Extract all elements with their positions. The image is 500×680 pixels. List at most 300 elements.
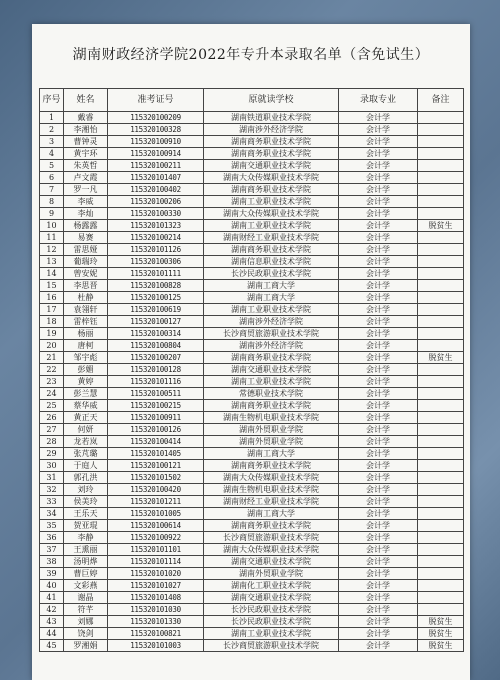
cell-exam-number: 115320100127 [108,316,204,328]
cell-seq: 22 [40,364,64,376]
cell-note [418,544,464,556]
cell-seq: 27 [40,424,64,436]
cell-name: 邹宇彪 [64,352,108,364]
cell-note [418,400,464,412]
cell-name: 贺亚琨 [64,520,108,532]
table-row [40,340,464,352]
cell-school: 湖南大众传媒职业技术学院 [204,172,339,184]
cell-seq: 30 [40,460,64,472]
cell-note [418,124,464,136]
cell-name: 彭兰慧 [64,388,108,400]
cell-major: 会计学 [339,448,418,460]
cell-school: 湖南工业职业技术学院 [204,220,339,232]
cell-major: 会计学 [339,496,418,508]
cell-school: 湖南财经工业职业技术学院 [204,232,339,244]
cell-name: 李湘怡 [64,124,108,136]
cell-exam-number: 115320101101 [108,544,204,556]
cell-seq: 2 [40,124,64,136]
table-row [40,220,464,232]
cell-major: 会计学 [339,220,418,232]
header-admitted-major: 录取专业 [339,89,418,112]
cell-name: 黄宇环 [64,148,108,160]
header-exam-number: 准考证号 [108,89,204,112]
table-row [40,352,464,364]
cell-name: 李灿 [64,208,108,220]
cell-school: 长沙商贸旅游职业技术学院 [204,640,339,652]
cell-note [418,184,464,196]
cell-school: 湖南商务职业技术学院 [204,352,339,364]
cell-school: 湖南生物机电职业技术学院 [204,412,339,424]
cell-seq: 36 [40,532,64,544]
admission-table [39,88,464,652]
cell-exam-number: 115320100402 [108,184,204,196]
cell-note [418,520,464,532]
cell-seq: 23 [40,376,64,388]
cell-major: 会计学 [339,592,418,604]
table-row [40,160,464,172]
cell-note [418,292,464,304]
cell-note: 脱贫生 [418,220,464,232]
cell-major: 会计学 [339,388,418,400]
table-row [40,388,464,400]
cell-school: 湖南工业职业技术学院 [204,196,339,208]
cell-school: 湖南工业职业技术学院 [204,628,339,640]
cell-name: 易赛 [64,232,108,244]
cell-note: 脱贫生 [418,616,464,628]
cell-exam-number: 115320100922 [108,532,204,544]
cell-seq: 17 [40,304,64,316]
table-row [40,328,464,340]
table-row [40,640,464,652]
cell-seq: 42 [40,604,64,616]
cell-seq: 20 [40,340,64,352]
table-row [40,172,464,184]
table-row [40,316,464,328]
table-row [40,208,464,220]
table-row [40,532,464,544]
cell-major: 会计学 [339,316,418,328]
cell-seq: 1 [40,112,64,124]
cell-school: 湖南大众传媒职业技术学院 [204,472,339,484]
cell-school: 长沙民政职业技术学院 [204,604,339,616]
cell-seq: 35 [40,520,64,532]
cell-major: 会计学 [339,304,418,316]
cell-name: 于庭人 [64,460,108,472]
cell-name: 王乐天 [64,508,108,520]
cell-seq: 37 [40,544,64,556]
cell-school: 长沙商贸旅游职业技术学院 [204,328,339,340]
table-row [40,436,464,448]
cell-school: 湖南商务职业技术学院 [204,400,339,412]
cell-major: 会计学 [339,352,418,364]
cell-name: 刘娜 [64,616,108,628]
table-row [40,412,464,424]
cell-major: 会计学 [339,628,418,640]
cell-major: 会计学 [339,616,418,628]
cell-note [418,448,464,460]
cell-note [418,328,464,340]
cell-exam-number: 115320100314 [108,328,204,340]
cell-name: 汤明烨 [64,556,108,568]
cell-exam-number: 115320100821 [108,628,204,640]
table-row [40,544,464,556]
cell-major: 会计学 [339,232,418,244]
cell-seq: 6 [40,172,64,184]
cell-exam-number: 115320100914 [108,148,204,160]
cell-school: 湖南商务职业技术学院 [204,136,339,148]
cell-seq: 8 [40,196,64,208]
cell-name: 何妍 [64,424,108,436]
cell-exam-number: 115320100420 [108,484,204,496]
cell-seq: 12 [40,244,64,256]
table-row [40,244,464,256]
table-row [40,496,464,508]
cell-school: 湖南外贸职业学院 [204,436,339,448]
cell-exam-number: 115320100306 [108,256,204,268]
table-header-row [40,89,464,112]
cell-major: 会计学 [339,400,418,412]
cell-note [418,436,464,448]
cell-note [418,160,464,172]
cell-note [418,412,464,424]
table-row [40,448,464,460]
cell-name: 饶剑 [64,628,108,640]
cell-school: 湖南财经工业职业技术学院 [204,496,339,508]
cell-major: 会计学 [339,328,418,340]
cell-school: 湖南交通职业技术学院 [204,592,339,604]
cell-school: 湖南商务职业技术学院 [204,244,339,256]
cell-name: 张芃璐 [64,448,108,460]
cell-name: 曹钟灵 [64,136,108,148]
cell-exam-number: 115320100214 [108,232,204,244]
table-row [40,568,464,580]
cell-exam-number: 115320101126 [108,244,204,256]
cell-name: 侯美玲 [64,496,108,508]
table-row [40,148,464,160]
cell-school: 长沙商贸旅游职业技术学院 [204,532,339,544]
cell-exam-number: 115320101027 [108,580,204,592]
cell-major: 会计学 [339,160,418,172]
cell-name: 黄婷 [64,376,108,388]
cell-seq: 11 [40,232,64,244]
table-row [40,424,464,436]
cell-seq: 34 [40,508,64,520]
cell-seq: 7 [40,184,64,196]
cell-seq: 25 [40,400,64,412]
cell-major: 会计学 [339,376,418,388]
cell-seq: 3 [40,136,64,148]
table-row [40,592,464,604]
cell-major: 会计学 [339,136,418,148]
cell-exam-number: 115320100614 [108,520,204,532]
cell-school: 湖南涉外经济学院 [204,316,339,328]
cell-school: 湖南商务职业技术学院 [204,184,339,196]
document-title: 湖南财政经济学院2022年专升本录取名单（含免试生） [72,47,430,63]
cell-seq: 5 [40,160,64,172]
cell-exam-number: 115320100206 [108,196,204,208]
document-page [32,24,470,680]
cell-major: 会计学 [339,172,418,184]
table-row [40,196,464,208]
cell-name: 杨丽 [64,328,108,340]
cell-major: 会计学 [339,568,418,580]
cell-exam-number: 115320101116 [108,376,204,388]
cell-name: 谢晶 [64,592,108,604]
cell-exam-number: 115320101330 [108,616,204,628]
cell-seq: 16 [40,292,64,304]
cell-name: 龙若岚 [64,436,108,448]
cell-note [418,172,464,184]
cell-major: 会计学 [339,484,418,496]
cell-exam-number: 115320100804 [108,340,204,352]
cell-note [418,316,464,328]
cell-school: 湖南工商大学 [204,292,339,304]
cell-major: 会计学 [339,112,418,124]
cell-name: 文彩燕 [64,580,108,592]
header-original-school: 原就读学校 [204,89,339,112]
table-row [40,268,464,280]
cell-exam-number: 115320100211 [108,160,204,172]
cell-major: 会计学 [339,580,418,592]
cell-major: 会计学 [339,460,418,472]
cell-exam-number: 115320101114 [108,556,204,568]
cell-note [418,304,464,316]
cell-major: 会计学 [339,556,418,568]
cell-exam-number: 115320101323 [108,220,204,232]
cell-note [418,196,464,208]
cell-major: 会计学 [339,184,418,196]
table-row [40,508,464,520]
cell-seq: 38 [40,556,64,568]
cell-school: 湖南交通职业技术学院 [204,160,339,172]
cell-note [418,112,464,124]
cell-note [418,256,464,268]
table-row [40,400,464,412]
cell-note: 脱贫生 [418,628,464,640]
cell-school: 湖南工商大学 [204,448,339,460]
cell-exam-number: 115320101407 [108,172,204,184]
cell-seq: 4 [40,148,64,160]
cell-school: 湖南外贸职业学院 [204,568,339,580]
cell-school: 湖南信息职业技术学院 [204,256,339,268]
cell-major: 会计学 [339,640,418,652]
table-row [40,616,464,628]
cell-exam-number: 115320101020 [108,568,204,580]
cell-school: 湖南商务职业技术学院 [204,520,339,532]
cell-name: 罗湘娟 [64,640,108,652]
cell-name: 刘玲 [64,484,108,496]
table-row [40,556,464,568]
cell-name: 唐柯 [64,340,108,352]
cell-exam-number: 115320100414 [108,436,204,448]
cell-major: 会计学 [339,604,418,616]
cell-name: 罗一凡 [64,184,108,196]
header-seq: 序号 [40,89,64,112]
cell-exam-number: 115320100128 [108,364,204,376]
cell-name: 卢文霞 [64,172,108,184]
cell-name: 王熏丽 [64,544,108,556]
header-note: 备注 [418,89,464,112]
cell-exam-number: 115320100215 [108,400,204,412]
cell-name: 蔡华威 [64,400,108,412]
cell-seq: 45 [40,640,64,652]
cell-major: 会计学 [339,340,418,352]
cell-name: 杨露露 [64,220,108,232]
table-row [40,280,464,292]
cell-note [418,556,464,568]
cell-seq: 15 [40,280,64,292]
table-row [40,292,464,304]
cell-name: 戴睿 [64,112,108,124]
cell-school: 湖南商务职业技术学院 [204,460,339,472]
table-row [40,112,464,124]
cell-major: 会计学 [339,508,418,520]
cell-note [418,472,464,484]
cell-note [418,460,464,472]
cell-exam-number: 115320100125 [108,292,204,304]
table-row [40,304,464,316]
cell-school: 湖南工业职业技术学院 [204,304,339,316]
table-row [40,124,464,136]
cell-major: 会计学 [339,544,418,556]
cell-name: 李静 [64,532,108,544]
cell-seq: 24 [40,388,64,400]
cell-major: 会计学 [339,256,418,268]
cell-note [418,244,464,256]
cell-name: 李思晋 [64,280,108,292]
table-row [40,136,464,148]
table-row [40,604,464,616]
cell-note: 脱贫生 [418,352,464,364]
cell-seq: 18 [40,316,64,328]
cell-exam-number: 115320101111 [108,268,204,280]
cell-major: 会计学 [339,148,418,160]
cell-note [418,388,464,400]
cell-name: 曾安妮 [64,268,108,280]
cell-note [418,232,464,244]
cell-name: 符芊 [64,604,108,616]
cell-major: 会计学 [339,124,418,136]
cell-note: 脱贫生 [418,640,464,652]
cell-major: 会计学 [339,244,418,256]
cell-name: 李威 [64,196,108,208]
cell-seq: 9 [40,208,64,220]
cell-exam-number: 115320100511 [108,388,204,400]
cell-exam-number: 115320100911 [108,412,204,424]
cell-seq: 40 [40,580,64,592]
table-row [40,520,464,532]
cell-exam-number: 115320100207 [108,352,204,364]
cell-major: 会计学 [339,532,418,544]
cell-seq: 10 [40,220,64,232]
cell-major: 会计学 [339,436,418,448]
table-row [40,484,464,496]
cell-name: 雷梓钰 [64,316,108,328]
cell-note [418,376,464,388]
table-row [40,184,464,196]
cell-major: 会计学 [339,196,418,208]
cell-exam-number: 115320100209 [108,112,204,124]
cell-seq: 44 [40,628,64,640]
cell-note [418,508,464,520]
cell-exam-number: 115320101408 [108,592,204,604]
table-row [40,472,464,484]
cell-note [418,592,464,604]
cell-seq: 43 [40,616,64,628]
cell-note [418,604,464,616]
cell-school: 长沙民政职业技术学院 [204,616,339,628]
cell-note [418,208,464,220]
cell-note [418,532,464,544]
cell-exam-number: 115320100619 [108,304,204,316]
cell-name: 葡瑞玲 [64,256,108,268]
cell-note [418,568,464,580]
cell-seq: 13 [40,256,64,268]
cell-school: 湖南涉外经济学院 [204,340,339,352]
table-row [40,628,464,640]
cell-major: 会计学 [339,292,418,304]
cell-note [418,424,464,436]
cell-school: 湖南大众传媒职业技术学院 [204,208,339,220]
cell-note [418,136,464,148]
cell-seq: 21 [40,352,64,364]
cell-exam-number: 115320100330 [108,208,204,220]
cell-major: 会计学 [339,412,418,424]
table-row [40,580,464,592]
cell-note [418,580,464,592]
cell-seq: 14 [40,268,64,280]
header-name: 姓名 [64,89,108,112]
cell-note [418,364,464,376]
cell-school: 常德职业技术学院 [204,388,339,400]
cell-school: 湖南工业职业技术学院 [204,376,339,388]
cell-school: 长沙民政职业技术学院 [204,268,339,280]
cell-seq: 19 [40,328,64,340]
cell-seq: 29 [40,448,64,460]
cell-seq: 41 [40,592,64,604]
table-row [40,232,464,244]
cell-name: 郭孔洪 [64,472,108,484]
cell-seq: 26 [40,412,64,424]
cell-note [418,148,464,160]
cell-school: 湖南交通职业技术学院 [204,364,339,376]
cell-school: 湖南涉外经济学院 [204,124,339,136]
cell-note [418,484,464,496]
cell-name: 黄正天 [64,412,108,424]
cell-exam-number: 115320101030 [108,604,204,616]
cell-seq: 32 [40,484,64,496]
cell-exam-number: 115320100828 [108,280,204,292]
cell-exam-number: 115320101502 [108,472,204,484]
cell-school: 湖南交通职业技术学院 [204,556,339,568]
cell-name: 朱英哲 [64,160,108,172]
cell-major: 会计学 [339,520,418,532]
cell-school: 湖南外贸职业学院 [204,424,339,436]
cell-note [418,496,464,508]
cell-note [418,340,464,352]
cell-note [418,280,464,292]
cell-major: 会计学 [339,424,418,436]
cell-note [418,268,464,280]
cell-name: 彭媚 [64,364,108,376]
cell-school: 湖南工商大学 [204,280,339,292]
cell-school: 湖南工商大学 [204,508,339,520]
cell-exam-number: 115320101405 [108,448,204,460]
cell-name: 雷思娅 [64,244,108,256]
table-row [40,376,464,388]
cell-major: 会计学 [339,364,418,376]
cell-exam-number: 115320101211 [108,496,204,508]
